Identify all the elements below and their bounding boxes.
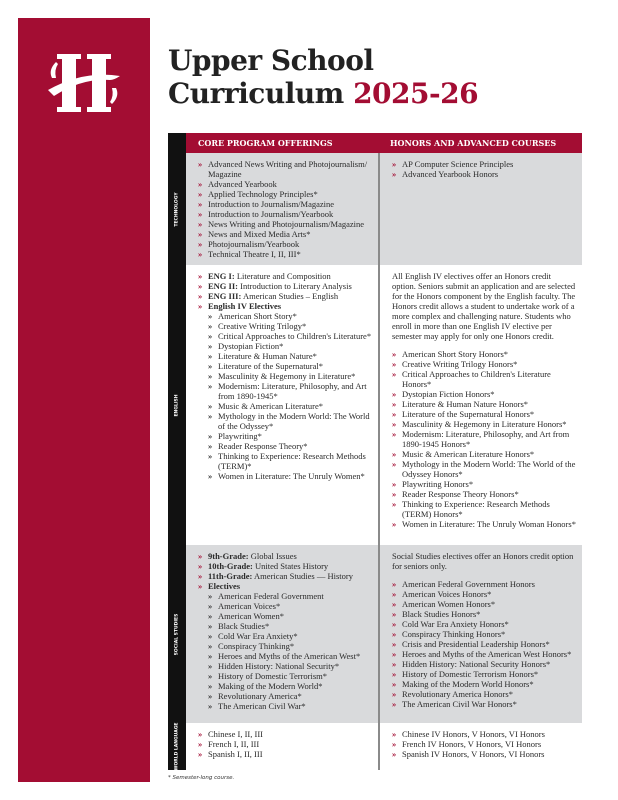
honors-item — [392, 669, 576, 679]
course-item — [208, 661, 372, 671]
core-offerings — [186, 265, 378, 545]
course-name: Thinking to Experience: Research Methods (TERM)* — [218, 451, 366, 471]
course-name: Heroes and Myths of the American West Honors* — [402, 649, 572, 659]
core-list — [198, 271, 372, 481]
honors-list — [392, 159, 576, 179]
course-name: Advanced News Writing and Photojournalism/ Magazine — [208, 159, 368, 179]
course-item — [208, 631, 372, 641]
course-item — [208, 701, 372, 711]
course-item — [198, 571, 372, 581]
course-prefix: English IV Electives — [208, 301, 282, 311]
honors-item — [392, 579, 576, 589]
course-name: Revolutionary America* — [218, 691, 302, 701]
course-name: Conspiracy Thinking Honors* — [402, 629, 506, 639]
honors-item — [392, 689, 576, 699]
course-name: Crisis and Presidential Leadership Honors* — [402, 639, 550, 649]
course-prefix: 11th-Grade: — [208, 571, 253, 581]
course-item — [208, 431, 372, 441]
course-item — [198, 551, 372, 561]
honors-list — [392, 729, 576, 759]
course-prefix: ENG II: — [208, 281, 238, 291]
course-name: Advanced Yearbook — [208, 179, 277, 189]
course-name: Cold War Era Anxiety* — [218, 631, 298, 641]
section-label — [168, 723, 186, 770]
core-header: CORE PROGRAM OFFERINGS — [198, 138, 333, 148]
course-name: American Voices* — [218, 601, 281, 611]
course-name: Masculinity & Hegemony in Literature Honors* — [402, 419, 567, 429]
honors-item — [392, 359, 576, 369]
course-name: Women in Literature: The Unruly Woman Honors* — [402, 519, 576, 529]
course-name: Cold War Era Anxiety Honors* — [402, 619, 509, 629]
honors-item — [392, 489, 576, 499]
course-name: Creative Writing Trilogy* — [218, 321, 307, 331]
section-label-text: TECHNOLOGY — [174, 191, 180, 227]
course-name: Dystopian Fiction* — [218, 341, 284, 351]
course-name: Literature & Human Nature Honors* — [402, 399, 529, 409]
page-title: Upper School Curriculum 2025-26 — [168, 44, 479, 110]
honors-item — [392, 479, 576, 489]
course-item — [208, 361, 372, 371]
honors-item — [392, 649, 576, 659]
honors-item — [392, 639, 576, 649]
honors-courses — [378, 153, 582, 265]
course-name: Hidden History: National Security* — [218, 661, 340, 671]
course-item — [198, 729, 372, 739]
course-name: American Federal Government Honors — [402, 579, 535, 589]
honors-item — [392, 389, 576, 399]
course-item — [208, 371, 372, 381]
course-item — [208, 381, 372, 401]
course-name: Heroes and Myths of the American West* — [218, 651, 361, 661]
course-item — [198, 239, 372, 249]
section-english — [174, 265, 582, 545]
course-prefix: 10th-Grade: — [208, 561, 253, 571]
honors-header: HONORS AND ADVANCED COURSES — [390, 138, 557, 148]
course-prefix: 9th-Grade: — [208, 551, 249, 561]
honors-item — [392, 619, 576, 629]
course-name: Revolutionary America Honors* — [402, 689, 513, 699]
course-item — [198, 209, 372, 219]
honors-courses — [378, 265, 582, 545]
course-item — [198, 219, 372, 229]
course-item — [198, 271, 372, 281]
course-name: American Federal Government — [218, 591, 324, 601]
category-column — [168, 133, 186, 153]
course-name: Making of the Modern World* — [218, 681, 323, 691]
honors-item — [392, 599, 576, 609]
course-item — [198, 199, 372, 209]
course-name: Modernism: Literature, Philosophy, and Art from 1890-1945 Honors* — [402, 429, 570, 449]
course-name: Making of the Modern World Honors* — [402, 679, 534, 689]
honors-item — [392, 729, 576, 739]
course-item — [198, 189, 372, 199]
course-item — [208, 641, 372, 651]
course-name: Black Studies Honors* — [402, 609, 481, 619]
course-item — [198, 749, 372, 759]
honors-item — [392, 419, 576, 429]
course-name: History of Domestic Terrorism Honors* — [402, 669, 539, 679]
course-name: Photojournalism/Yearbook — [208, 239, 300, 249]
course-item — [208, 591, 372, 601]
course-name: Music & American Literature* — [218, 401, 324, 411]
course-name: American Studies — History — [252, 571, 353, 581]
course-item — [198, 291, 372, 301]
course-name: AP Computer Science Principles — [402, 159, 514, 169]
course-name: Playwriting Honors* — [402, 479, 474, 489]
honors-item — [392, 399, 576, 409]
course-name: Applied Technology Principles* — [208, 189, 318, 199]
course-item — [208, 401, 372, 411]
course-prefix: ENG I: — [208, 271, 235, 281]
course-name: Women in Literature: The Unruly Women* — [218, 471, 365, 481]
course-name: Introduction to Journalism/Magazine — [208, 199, 335, 209]
course-item — [208, 651, 372, 661]
course-item — [208, 411, 372, 431]
course-name: Masculinity & Hegemony in Literature* — [218, 371, 356, 381]
course-name: Chinese I, II, III — [208, 729, 263, 739]
course-name: French IV Honors, V Honors, VI Honors — [402, 739, 542, 749]
course-name: Literature of the Supernatural* — [218, 361, 324, 371]
section-label-text: WORLD LANGUAGE — [174, 722, 180, 771]
core-list — [198, 551, 372, 711]
course-name: American Short Story Honors* — [402, 349, 509, 359]
course-name: Spanish I, II, III — [208, 749, 263, 759]
table-header — [186, 133, 582, 153]
course-item — [208, 471, 372, 481]
section-label — [168, 153, 186, 265]
course-name: The American Civil War Honors* — [402, 699, 517, 709]
honors-item — [392, 739, 576, 749]
course-name: American Women* — [218, 611, 284, 621]
course-item — [208, 441, 372, 451]
honors-item — [392, 459, 576, 479]
school-year: 2025-26 — [353, 77, 479, 110]
course-item — [198, 581, 372, 591]
honors-item — [392, 159, 576, 169]
honors-item — [392, 589, 576, 599]
honors-list — [392, 349, 576, 529]
course-item — [208, 451, 372, 471]
honors-item — [392, 409, 576, 419]
course-name: Modernism: Literature, Philosophy, and Art from 1890-1945* — [218, 381, 367, 401]
core-offerings — [186, 153, 378, 265]
course-name: Global Issues — [248, 551, 297, 561]
course-item — [198, 561, 372, 571]
core-list — [198, 159, 372, 259]
course-name: Introduction to Journalism/Yearbook — [208, 209, 334, 219]
course-item — [198, 249, 372, 259]
section-technology — [174, 153, 582, 265]
honors-item — [392, 659, 576, 669]
course-name: Critical Approaches to Children's Literature* — [218, 331, 372, 341]
honors-item — [392, 499, 576, 519]
course-name: Critical Approaches to Children's Literature Honors* — [402, 369, 551, 389]
honors-item — [392, 699, 576, 709]
honors-item — [392, 369, 576, 389]
course-item — [208, 621, 372, 631]
course-name: Literature and Composition — [234, 271, 331, 281]
course-item — [198, 281, 372, 291]
honors-courses — [378, 723, 582, 770]
course-name: The American Civil War* — [218, 701, 306, 711]
course-item — [208, 691, 372, 701]
honors-item — [392, 679, 576, 689]
course-item — [198, 229, 372, 239]
course-item — [208, 601, 372, 611]
course-item — [208, 351, 372, 361]
course-name: Conspiracy Thinking* — [218, 641, 295, 651]
honors-item — [392, 519, 576, 529]
course-name: Chinese IV Honors, V Honors, VI Honors — [402, 729, 545, 739]
course-name: Dystopian Fiction Honors* — [402, 389, 495, 399]
course-item — [208, 611, 372, 621]
course-name: Thinking to Experience: Research Methods (TERM) Honors* — [402, 499, 550, 519]
course-item — [208, 311, 372, 321]
course-item — [198, 739, 372, 749]
course-name: Advanced Yearbook Honors — [402, 169, 499, 179]
honors-item — [392, 609, 576, 619]
honors-note: Social Studies electives offer an Honors credit option for seniors only. — [392, 551, 574, 571]
honors-item — [392, 449, 576, 459]
course-name: Reader Response Theory* — [218, 441, 308, 451]
course-prefix: ENG III: — [208, 291, 242, 301]
course-item — [198, 159, 372, 179]
core-offerings — [186, 545, 378, 723]
section-social-studies — [174, 545, 582, 723]
course-name: American Short Story* — [218, 311, 297, 321]
course-name: Playwriting* — [218, 431, 262, 441]
course-item — [208, 341, 372, 351]
honors-courses — [378, 545, 582, 723]
course-name: Hidden History: National Security Honors* — [402, 659, 551, 669]
curriculum-table — [168, 133, 582, 781]
honors-list — [392, 579, 576, 709]
course-name: History of Domestic Terrorism* — [218, 671, 328, 681]
core-offerings — [186, 723, 378, 770]
course-name: Music & American Literature Honors* — [402, 449, 535, 459]
course-name: Creative Writing Trilogy Honors* — [402, 359, 518, 369]
core-list — [198, 729, 372, 759]
course-item — [208, 671, 372, 681]
course-name: News Writing and Photojournalism/Magazine — [208, 219, 365, 229]
section-label — [168, 545, 186, 723]
honors-item — [392, 349, 576, 359]
course-name: American Voices Honors* — [402, 589, 492, 599]
honors-item — [392, 749, 576, 759]
section-label-text: ENGLISH — [174, 393, 180, 417]
course-name: Spanish IV Honors, V Honors, VI Honors — [402, 749, 545, 759]
section-label — [168, 265, 186, 545]
course-name: News and Mixed Media Arts* — [208, 229, 311, 239]
course-name: French I, II, III — [208, 739, 260, 749]
footnote: * Semester-long course. — [168, 775, 235, 781]
course-item — [208, 681, 372, 691]
course-name: Technical Theatre I, II, III* — [208, 249, 301, 259]
course-name: Literature of the Supernatural Honors* — [402, 409, 535, 419]
course-name: Black Studies* — [218, 621, 270, 631]
course-prefix: Electives — [208, 581, 241, 591]
honors-item — [392, 629, 576, 639]
brand-sidebar — [18, 18, 150, 782]
course-name: Reader Response Theory Honors* — [402, 489, 519, 499]
course-item — [208, 321, 372, 331]
honors-note: All English IV electives offer an Honors credit option. Seniors submit an application and are selected for the Honors component by the English faculty. The Honors credit allows a student to undertake work of a more complex and challenging nature. Students who enroll in more than one English IV elective per semester may apply for only one Honors credit. — [392, 271, 576, 341]
school-logo — [44, 48, 124, 118]
course-name: Mythology in the Modern World: The World of the Odyssey Honors* — [402, 459, 576, 479]
course-name: Mythology in the Modern World: The World of the Odyssey* — [218, 411, 370, 431]
course-name: Introduction to Literary Analysis — [238, 281, 352, 291]
course-item — [198, 179, 372, 189]
honors-item — [392, 429, 576, 449]
section-label-text: SOCIAL STUDIES — [174, 613, 180, 655]
honors-item — [392, 169, 576, 179]
section-world-language — [174, 722, 582, 771]
course-name: Literature & Human Nature* — [218, 351, 317, 361]
course-item — [198, 301, 372, 311]
course-name: American Women Honors* — [402, 599, 496, 609]
course-name: United States History — [252, 561, 329, 571]
course-name: American Studies – English — [241, 291, 339, 301]
course-item — [208, 331, 372, 341]
